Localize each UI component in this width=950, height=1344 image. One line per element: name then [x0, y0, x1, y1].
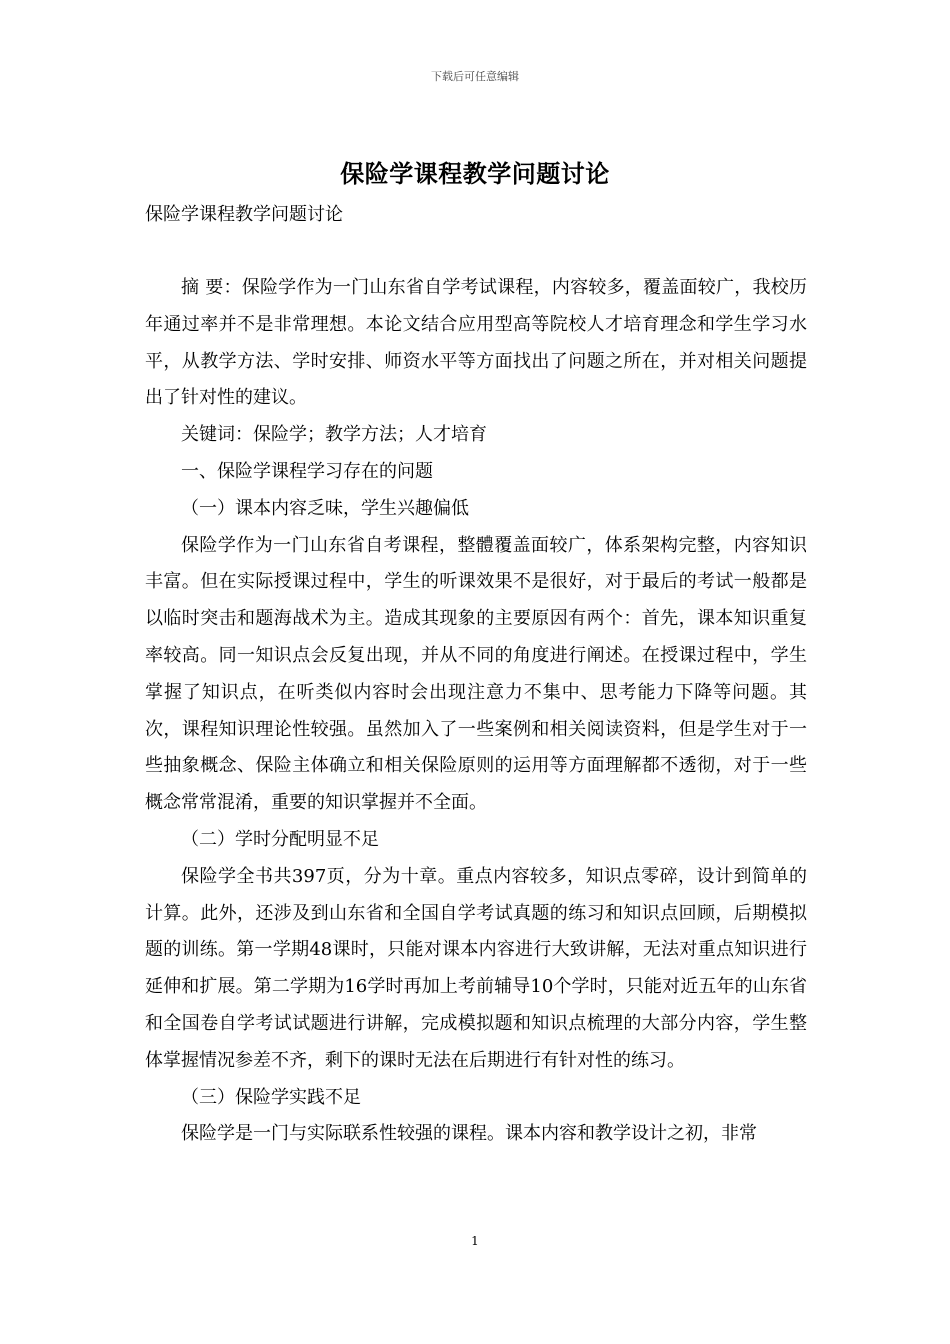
subsection-heading: （三）保险学实践不足: [181, 1086, 361, 1108]
document-body: [145, 270, 807, 1153]
abstract-paragraph: 摘 要：保险学作为一门山东省自学考试课程，内容较多，覆盖面较广，我校历年通过率并不是非常理想。本论文结合应用型高等院校人才培育理念和学生学习水平，从教学方法、学时安排、师资水平等方面找出了问题之所在，并对相关问题提出了针对性的建议。: [145, 277, 807, 409]
section-heading: 一、保险学课程学习存在的问题: [181, 460, 433, 482]
document-title: 保险学课程教学问题讨论: [340, 159, 610, 188]
body-paragraph: 保险学作为一门山东省自考课程，整體覆盖面较广，体系架构完整，内容知识丰富。但在实际授课过程中，学生的听课效果不是很好，对于最后的考试一般都是以临时突击和题海战术为主。造成其现象的主要原因有两个：首先，课本知识重复率较高。同一知识点会反复出现，并从不同的角度进行阐述。在授课过程中，学生掌握了知识点，在听类似内容时会出现注意力不集中、思考能力下降等问题。其次，课程知识理论性较强。虽然加入了一些案例和相关阅读资料，但是学生对于一些抽象概念、保险主体确立和相关保险原则的运用等方面理解都不透彻，对于一些概念常常混淆，重要的知识掌握并不全面。: [145, 534, 807, 814]
body-paragraph: 保险学全书共397页，分为十章。重点内容较多，知识点零碎，设计到简单的计算。此外，还涉及到山东省和全国自学考试真题的练习和知识点回顾，后期模拟题的训练。第一学期48课时，只能对课本内容进行大致讲解，无法对重点知识进行延伸和扩展。第二学期为16学时再加上考前辅导10个学时，只能对近五年的山东省和全国卷自学考试试题进行讲解，完成模拟题和知识点梳理的大部分内容，学生整体掌握情况参差不齐，剩下的课时无法在后期进行有针对性的练习。: [145, 865, 807, 1071]
page-number: 1: [471, 1234, 479, 1248]
keywords-line: 关键词：保险学；教学方法；人才培育: [181, 424, 487, 446]
subsection-heading: （二）学时分配明显不足: [181, 828, 379, 850]
body-paragraph: 保险学是一门与实际联系性较强的课程。课本内容和教学设计之初，非常: [181, 1123, 757, 1145]
document-subtitle: 保险学课程教学问题讨论: [145, 204, 343, 225]
subsection-heading: （一）课本内容乏味，学生兴趣偏低: [181, 497, 469, 519]
header-note: 下载后可任意编辑: [431, 70, 519, 83]
